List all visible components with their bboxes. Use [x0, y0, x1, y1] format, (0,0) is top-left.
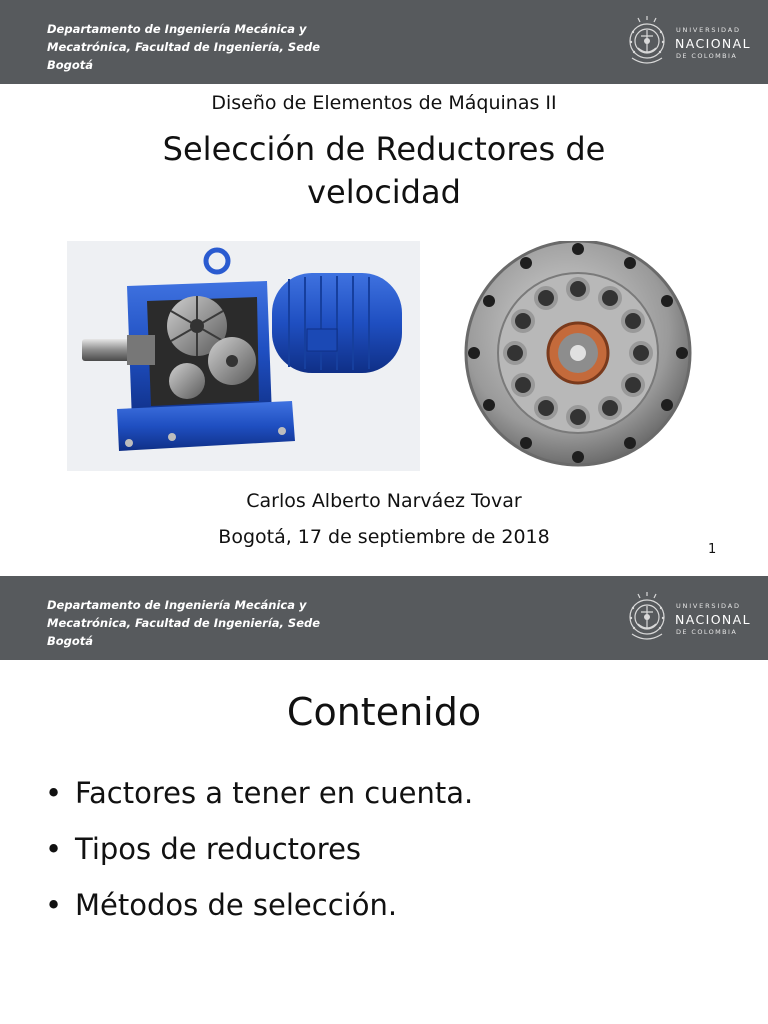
- list-item: [45, 832, 473, 888]
- logo-line-3: DE COLOMBIA: [676, 52, 738, 60]
- university-logo: [626, 586, 756, 650]
- course-name: Diseño de Elementos de Máquinas II: [211, 92, 557, 114]
- university-seal-icon: [626, 588, 668, 646]
- list-item: [45, 888, 473, 944]
- department-text: Departamento de Ingeniería Mecánica y Mecatrónica, Facultad de Ingeniería, Sede Bogotá: [47, 598, 321, 648]
- slide-header: [0, 576, 768, 660]
- department-text: Departamento de Ingeniería Mecánica y Mecatrónica, Facultad de Ingeniería, Sede Bogotá: [47, 22, 321, 72]
- university-logo: [626, 10, 756, 74]
- logo-line-2: NACIONAL: [675, 36, 752, 51]
- page-number: 1: [708, 542, 717, 557]
- university-seal-icon: [626, 12, 668, 70]
- logo-line-1: UNIVERSIDAD: [676, 26, 741, 34]
- presentation-date: Bogotá, 17 de septiembre de 2018: [218, 526, 550, 548]
- planetary-gear-image: [457, 241, 699, 471]
- planetary-gear-illustration: [457, 241, 699, 471]
- bullet-icon: •: [45, 832, 63, 866]
- list-item-text: Factores a tener en cuenta.: [75, 776, 474, 810]
- list-item-text: Métodos de selección.: [75, 888, 398, 922]
- list-item: [45, 776, 473, 832]
- author-name: Carlos Alberto Narváez Tovar: [246, 490, 522, 512]
- slide-header: [0, 0, 768, 84]
- bullet-icon: •: [45, 888, 63, 922]
- slide-title: Selección de Reductores de velocidad: [162, 130, 606, 211]
- gear-reducer-image: [67, 241, 420, 471]
- slide-2: [0, 576, 768, 1024]
- gear-reducer-illustration: [67, 241, 420, 471]
- content-list: [45, 776, 473, 944]
- logo-line-1: UNIVERSIDAD: [676, 602, 741, 610]
- logo-line-3: DE COLOMBIA: [676, 628, 738, 636]
- slide-title: Contenido: [286, 690, 482, 734]
- list-item-text: Tipos de reductores: [75, 832, 362, 866]
- bullet-icon: •: [45, 776, 63, 810]
- logo-line-2: NACIONAL: [675, 612, 752, 627]
